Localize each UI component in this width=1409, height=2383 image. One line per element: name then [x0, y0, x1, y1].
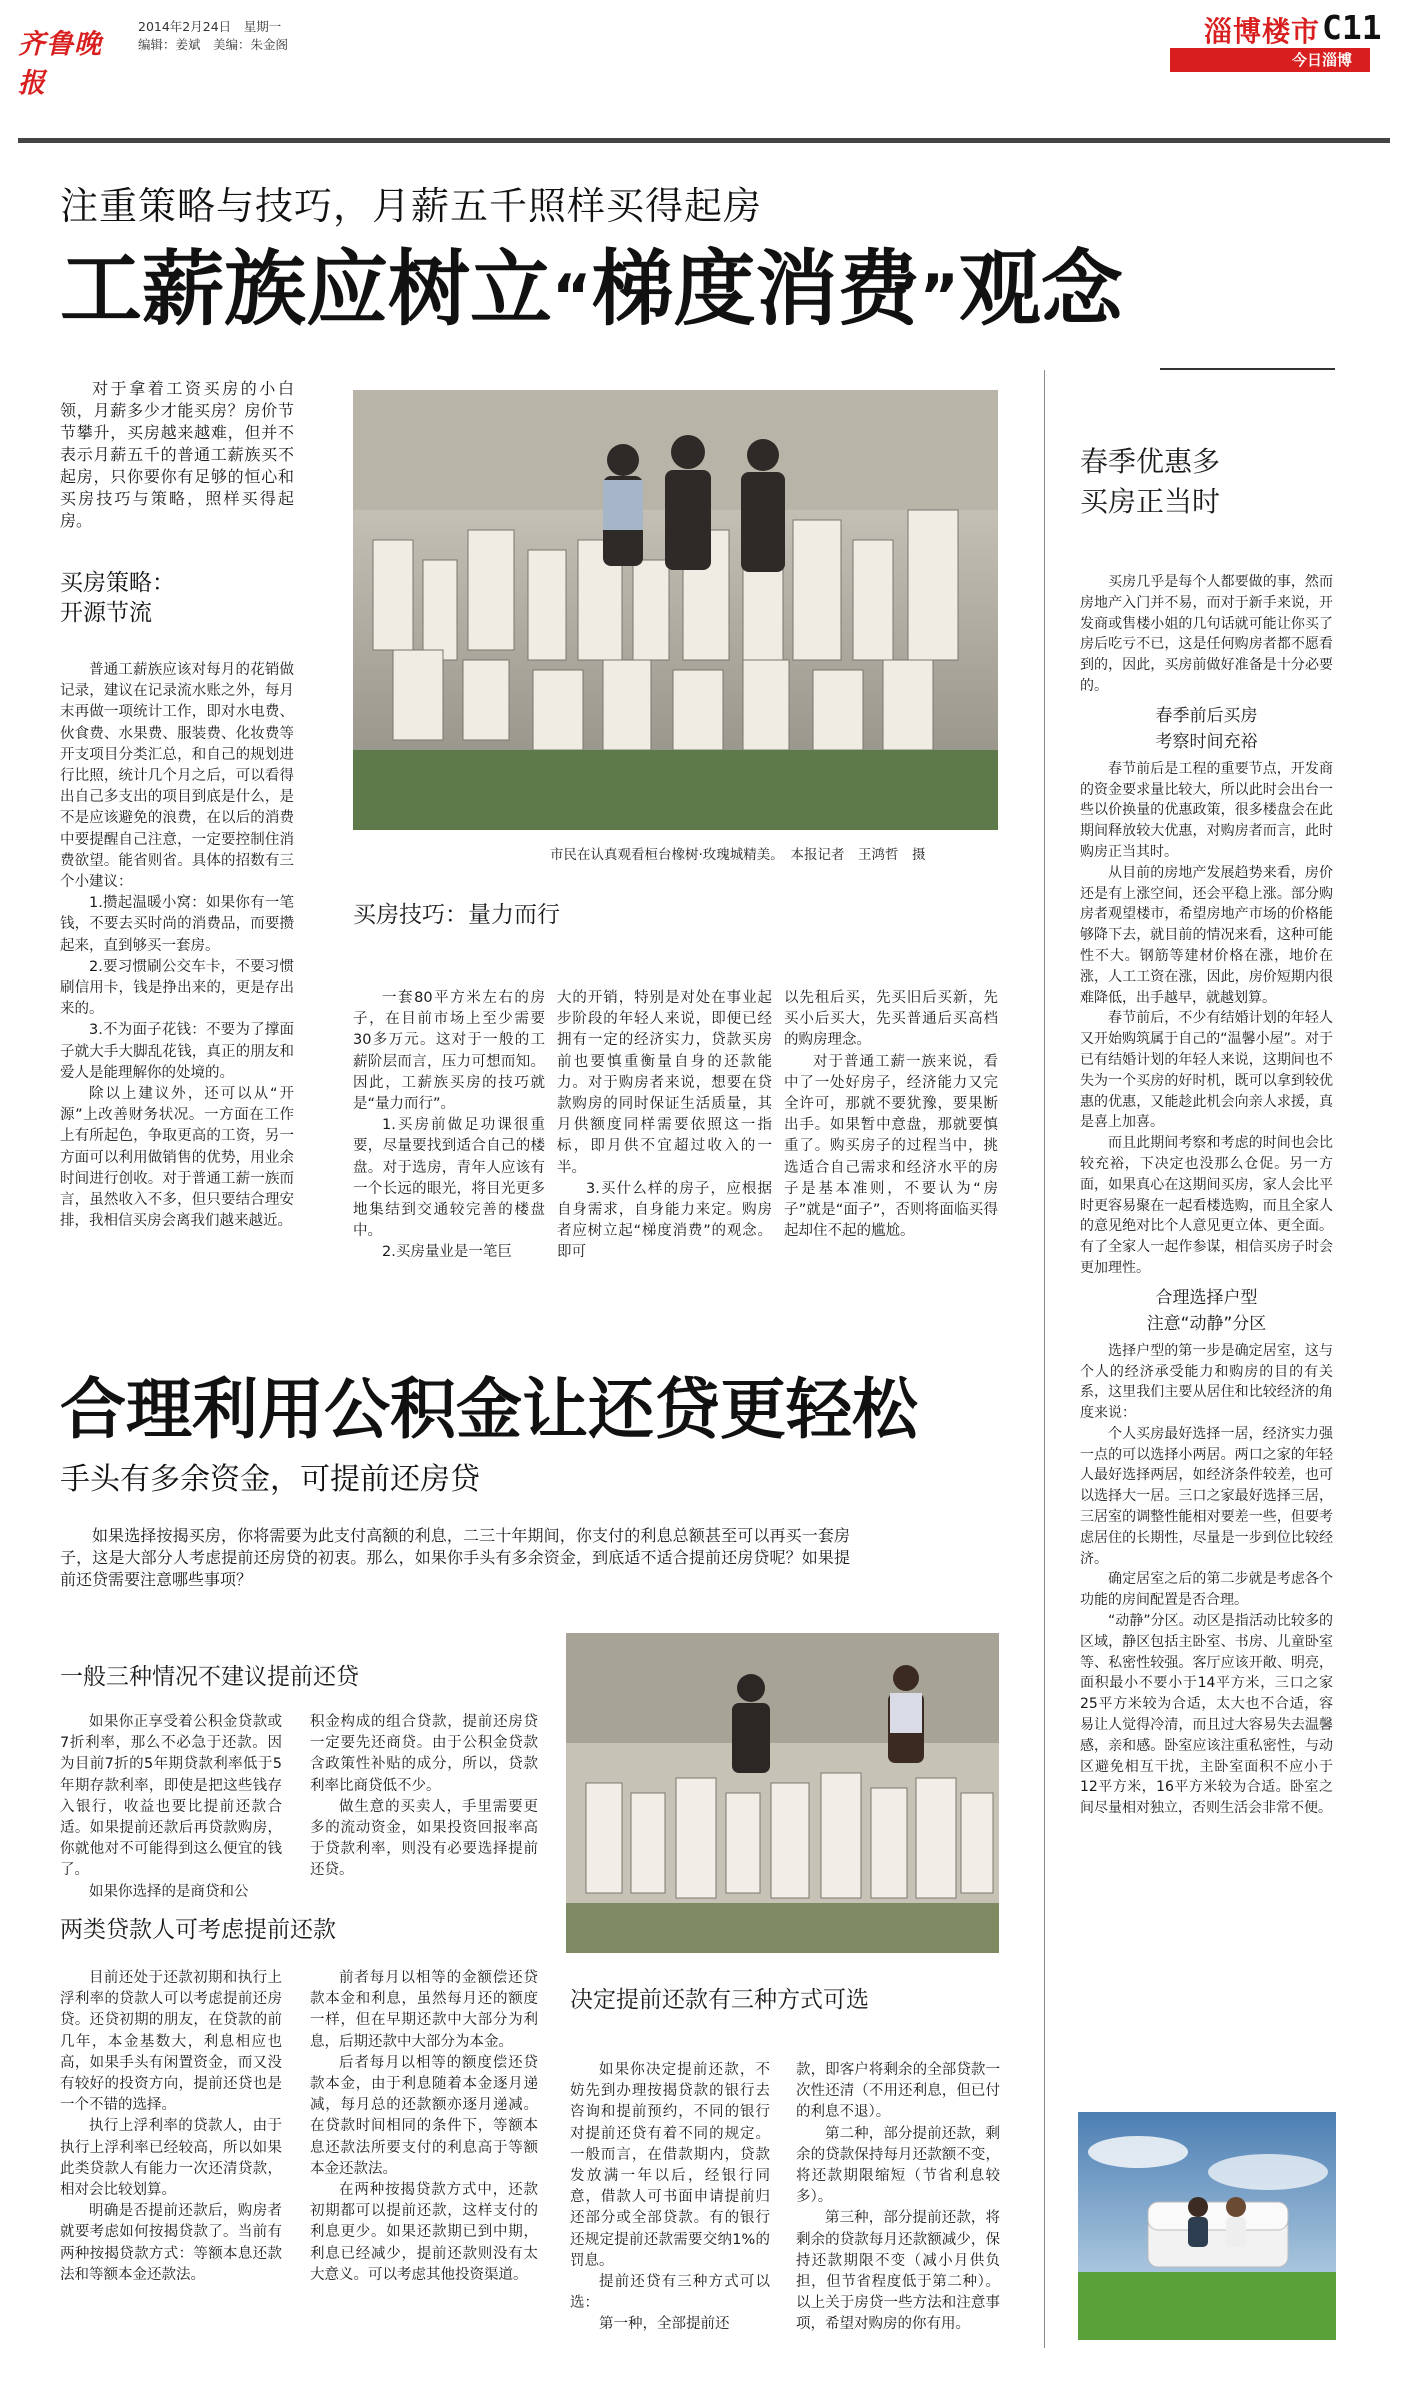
section-three-ways: 决定提前还款有三种方式可选: [570, 1987, 869, 2013]
paragraph: 选择户型的第一步是确定居室，这与个人的经济承受能力和购房的目的有关系，这里我们主要从居住和比较经济的角度来说：: [1080, 1342, 1333, 1422]
bottom-headline: 合理利用公积金让还贷更轻松: [60, 1371, 918, 1448]
section-name: 淄博楼市: [1203, 15, 1320, 48]
s1-col2: [310, 1712, 538, 1882]
top-col3: [557, 988, 772, 1264]
section-two-types: 两类贷款人可考虑提前还款: [60, 1917, 336, 1943]
paragraph: 目前还处于还款初期和执行上浮利率的贷款人可以考虑提前还房贷。还贷初期的朋友，在贷款的前几年，本金基数大，利息相应也高，如果手头有闲置资金，而又没有较好的投资方向，提前还贷也是一个不错的选择。: [60, 1970, 282, 2114]
paragraph: 积金构成的组合贷款，提前还房贷一定要先还商贷。由于公积金贷款含政策性补贴的成分，所以，贷款利率比商贷低不少。: [310, 1714, 538, 1794]
photo-caption: 市民在认真观看桓台橡树·玫瑰城精美。 本报记者 王鸿哲 摄: [550, 847, 926, 863]
photo-sales-model: [353, 390, 998, 830]
s2-col1: [60, 1968, 282, 2286]
header-rule: [18, 138, 1390, 143]
s3-col2: [796, 2060, 1000, 2336]
paragraph: 2.买房量业是一笔巨: [382, 1244, 512, 1261]
subsection-label: 今日淄博: [1291, 51, 1352, 69]
column-divider: [1044, 370, 1045, 2348]
paragraph: 从目前的房地产发展趋势来看，房价还是有上涨空间，还会平稳上涨。部分购房者观望楼市，希望房地产市场的价格能够降下去，就目前的情况来看，这种可能性不大。钢筋等建材价格在涨，地价在涨，人工工资在涨，因此，房价短期内很难降低，出手越早，就越划算。: [1080, 864, 1333, 1006]
paragraph: 如果你选择的是商贷和公: [89, 1883, 249, 1900]
paragraph: 提前还贷有三种方式可以选：: [570, 2274, 770, 2312]
paragraph: 第二种，部分提前还款，剩余的贷款保持每月还款额不变，将还款期限缩短（节省利息较多）。: [796, 2125, 1000, 2206]
paragraph: 一套80平方米左右的房子，在目前市场上至少需要30多万元。这对于一般的工薪阶层而言，压力可想而知。因此，工薪族买房的技巧就是“量力而行”。: [353, 990, 545, 1113]
s2-col2: [310, 1968, 538, 2286]
s1-col1: [60, 1712, 282, 1903]
masthead-logo: 齐鲁晚报: [18, 29, 102, 99]
sidebar-body: [1080, 572, 1333, 1819]
paragraph: 在两种按揭贷款方式中，还款初期都可以提前还款，这样支付的利息更少。如果还款期已到中期，利息已经减少，提前还款则没有太大意义。可以考虑其他投资渠道。: [310, 2182, 538, 2283]
paragraph: 春节前后是工程的重要节点，开发商的资金要求量比较大，所以此时会出台一些以价换量的优惠政策，很多楼盘会在此期间释放较大优惠，对购房者而言，此时购房正当其时。: [1080, 760, 1333, 860]
paragraph: 确定居室之后的第二步就是考虑各个功能的房间配置是否合理。: [1080, 1571, 1333, 1609]
paragraph: 以先租后买，先买旧后买新，先买小后买大，先买普通后买高档的购房理念。: [784, 990, 998, 1049]
paragraph: 如果你正享受着公积金贷款或7折利率，那么不必急于还款。因为目前7折的5年期贷款利率低于5年期存款利率，即使是把这些钱存入银行，收益也要比提前还款合适。如果提前还款后再贷款购房，你就他对不可能得到这么便宜的钱了。: [60, 1714, 282, 1879]
paragraph: 1.买房前做足功课很重要，尽量要找到适合自己的楼盘。对于选房，青年人应该有一个长远的眼光，将目光更多地集结到交通较完善的楼盘中。: [353, 1117, 545, 1240]
header-info: [138, 18, 288, 54]
paragraph: 普通工薪族应该对每月的花销做记录，建议在记录流水账之外，每月末再做一项统计工作，即对水电费、伙食费、水果费、服装费、化妆费等开支项目分类汇总，和自己的规划进行比照，统计几个月之后，可以看得出自己多支出的项目到底是什么，是不是应该避免的浪费，在以后的消费中要提醒自己注意，一定要控制住消费欲望。能省则省。具体的招数有三个小建议：: [60, 662, 294, 891]
paragraph: 1.攒起温暖小窝：如果你有一笔钱，不要去买时尚的消费品，而要攒起来，直到够买一套房。: [60, 895, 294, 954]
paragraph: 除以上建议外，还可以从“开源”上改善财务状况。一方面在工作上有所起色，争取更高的工资，另一方面可以利用做销售的优势，用业余时间进行创收。对于普通工薪一族而言，虽然收入不多，但只要结合理安排，我相信买房会离我们越来越近。: [60, 1086, 294, 1230]
issue-date: 2014年2月24日: [138, 19, 232, 34]
paragraph: 第三种，部分提前还款，将剩余的贷款每月还款额减少，保持还款期限不变（减小月供负担，但节省程度低于第二种）。以上关于房贷一些方法和注意事项，希望对购房的你有用。: [796, 2210, 1000, 2333]
paragraph: 买房几乎是每个人都要做的事，然而房地产入门并不易，而对于新手来说，开发商或售楼小姐的几句话就可能让你买了房后吃亏不已，这是任何购房者都不愿看到的，因此，买房前做好准备是十分必要的。: [1080, 574, 1333, 694]
bottom-deck: 手头有多余资金，可提前还房贷: [60, 1462, 480, 1497]
paragraph: 大的开销，特别是对处在事业起步阶段的年轻人来说，即便已经拥有一定的经济实力，贷款买房前也要慎重衡量自身的还款能力。对于购房者来说，想要在贷款购房的同时保证生活质量，其月供额度同样需要依照这一指标，即月供不宜超过收入的一半。: [557, 990, 772, 1176]
top-col2: [353, 988, 545, 1264]
photo-model-viewing-image: [566, 1633, 999, 1953]
paragraph: 明确是否提前还款后，购房者就要考虑如何按揭贷款了。当前有两种按揭贷款方式：等额本息还款法和等额本金还款法。: [60, 2203, 282, 2283]
paragraph: 第一种，全部提前还: [599, 2316, 730, 2333]
top-kicker: 注重策略与技巧，月薪五千照样买得起房: [60, 184, 763, 228]
designer: 美编：朱金阁: [213, 37, 289, 52]
s3-col1: [570, 2060, 770, 2336]
editor: 编辑：姜斌: [138, 37, 201, 52]
paragraph: 而且此期间考察和考虑的时间也会比较充裕，下决定也没那么仓促。另一方面，如果真心在这期间买房，家人会比平时更容易聚在一起看楼选购，而且全家人的意见绝对比个人意见更立体、更全面。有了全家人一起作参谋，相信买房子时会更加理性。: [1080, 1135, 1333, 1276]
sidebar-subhead: 合理选择户型 注意“动静”分区: [1146, 1287, 1267, 1334]
subsection-bar: [1170, 48, 1370, 72]
top-lead: 对于拿着工资买房的小白领，月薪多少才能买房？房价节节攀升，买房越来越难，但并不表示月薪五千的普通工薪族买不起房，只你要你有足够的恒心和买房技巧与策略，照样买得起房。: [60, 379, 294, 530]
photo-couple-sofa-image: [1078, 2112, 1336, 2340]
sub-heading-strategy: 买房策略： 开源节流: [60, 570, 175, 626]
sidebar-subhead: 春季前后买房 考察时间充裕: [1155, 705, 1258, 752]
paragraph: 款，即客户将剩余的全部贷款一次性还清（不用还利息，但已付的利息不退）。: [796, 2062, 1000, 2121]
paragraph: 春节前后，不少有结婚计划的年轻人又开始购筑属于自己的“温馨小屋”。对于已有结婚计划的年轻人来说，这期间也不失为一个买房的好时机，既可以拿到较优惠的优惠，又能趁此机会向亲人求援，真是喜上加喜。: [1080, 1010, 1333, 1131]
paragraph: 对于普通工薪一族来说，看中了一处好房子，经济能力又完全许可，那就不要犹豫，要果断出手。如果暂中意盘，那就要慎重了。购买房子的过程当中，挑选适合自己需求和经济水平的房子是基本准则，不要认为“房子”就是“面子”，否则将面临买得起却住不起的尴尬。: [784, 1053, 998, 1240]
top-col1: [60, 660, 294, 1232]
sidebar-top-rule: [1160, 368, 1335, 370]
paragraph: 3.买什么样的房子，应根据自身需求，自身能力来定。购房者应树立起“梯度消费”的观念。即可: [557, 1180, 772, 1261]
sub-heading-skills: 买房技巧：量力而行: [353, 902, 560, 928]
section-no-prepay: 一般三种情况不建议提前还贷: [60, 1664, 359, 1690]
sidebar-title: 春季优惠多 买房正当时: [1080, 445, 1221, 518]
paragraph: 3.不为面子花钱：不要为了撑面子就大手大脚乱花钱，真正的朋友和爱人是能理解你的处境的。: [60, 1022, 294, 1081]
photo-model-viewing: [566, 1633, 999, 1953]
paragraph: 做生意的买卖人，手里需要更多的流动资金，如果投资回报率高于贷款利率，则没有必要选择提前还贷。: [310, 1798, 538, 1879]
paragraph: 2.要习惯刷公交车卡，不要习惯刷信用卡，钱是挣出来的，更是存出来的。: [60, 958, 294, 1018]
page-number: C11: [1322, 8, 1382, 47]
photo-couple-sofa: [1078, 2112, 1336, 2340]
bottom-lead: 如果选择按揭买房，你将需要为此支付高额的利息，二三十年期间，你支付的利息总额甚至可以再买一套房子，这是大部分人考虑提前还房贷的初衷。那么，如果你手头有多余资金，到底适不适合提前还房贷呢？如果提前还贷需要注意哪些事项？: [60, 1526, 850, 1589]
paragraph: 前者每月以相等的金额偿还贷款本金和利息，虽然每月还的额度一样，但在早期还款中大部分为利息，后期还款中大部分为本金。: [310, 1970, 538, 2050]
paragraph: 执行上浮利率的贷款人，由于执行上浮利率已经较高，所以如果此类贷款人有能力一次还清贷款，相对会比较划算。: [60, 2118, 282, 2199]
photo-sales-model-image: [353, 390, 998, 830]
paragraph: “动静”分区。动区是指活动比较多的区域，静区包括主卧室、书房、儿童卧室等、私密性较强。客厅应该开敞、明亮，面积最小不要小于14平方米，三口之家25平方米较为合适，太大也不合适，容易让人觉得冷清，而且过大容易失去温馨感，亲和感。卧室应该注重私密性，与动区避免相互干扰，主卧室面积不应小于12平方米，16平方米较为合适。卧室之间尽量相对独立，否则生活会非常不便。: [1080, 1613, 1333, 1817]
paragraph: 后者每月以相等的额度偿还贷款本金，由于利息随着本金逐月递减，每月总的还款额亦逐月递减。在贷款时间相同的条件下，等额本息还款法所要支付的利息高于等额本金还款法。: [310, 2054, 538, 2177]
paragraph: 个人买房最好选择一居，经济实力强一点的可以选择小两居。两口之家的年轻人最好选择两居，如经济条件较差，也可以选择大一居。三口之家最好选择三居，三居室的调整性能相对要差一些，但要考虑居住的长期性，尽量是一步到位比较经济。: [1080, 1425, 1333, 1567]
issue-weekday: 星期一: [243, 19, 282, 34]
paragraph: 如果你决定提前还款，不妨先到办理按揭贷款的银行去咨询和提前预约，不同的银行对提前还贷有着不同的规定。一般而言，在借款期内，贷款发放满一年以后，经银行同意，借款人可书面申请提前归还部分或全部贷款。有的银行还规定提前还款需要交纳1%的罚息。: [570, 2062, 770, 2269]
top-col4: [784, 988, 998, 1242]
top-headline: 工薪族应树立“梯度消费”观念: [60, 242, 1123, 337]
